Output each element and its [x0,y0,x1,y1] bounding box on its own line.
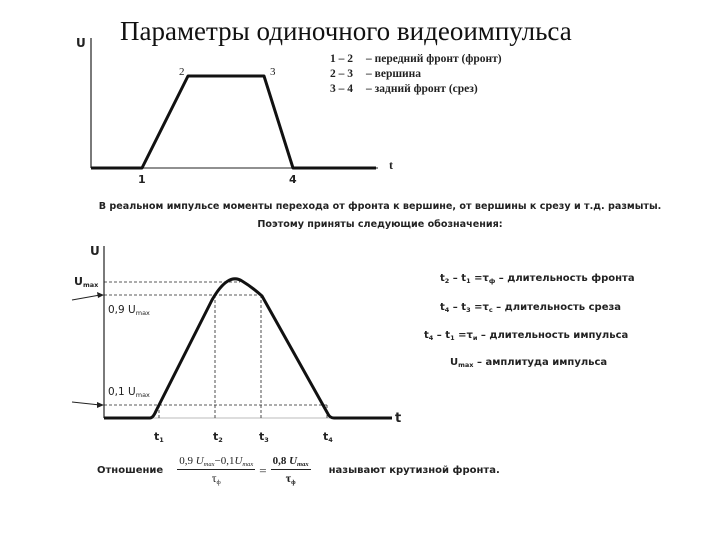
fraction-2: $\frac{0,8 U_{max}}{\tau_ф}$ [272,455,309,486]
t1-label: $t_1$ [154,430,164,444]
t2-label: $t_2$ [213,430,223,444]
legend-key: 3 – 4 [330,83,353,95]
top-legend [330,52,502,97]
bottom-x-axis-label: t [395,411,402,426]
point-4-label: 4 [289,173,297,186]
umax-label: $U_{max}$ [74,275,99,289]
fraction-1: $\frac{0,9 U_{max}-0,1U_{max}}{\tau_ф}$ [179,455,254,486]
definition-pulse-duration: $t_4 - t_1 =\tau_и$ – длительность импульса [424,330,629,342]
top-y-axis-label: U [76,36,86,50]
definition-fall-duration: $t_4 - t_3 =\tau_с$ – длительность среза [440,302,622,314]
point-2-label: 2 [179,66,185,78]
t4-label: $t_4$ [323,430,333,444]
point-1-label: 1 [138,173,146,186]
formula-suffix: называют крутизной фронта. [328,465,500,476]
steepness-formula [97,455,500,486]
formula-prefix: Отношение [97,465,164,476]
legend-row [330,82,502,97]
page-title: Параметры одиночного видеоимпульса [120,16,572,46]
legend-key: 2 – 3 [330,68,353,80]
u09-arrow-icon [72,295,100,300]
definition-amplitude: $U_{max}$ – амплитуда импульса [450,357,608,369]
bottom-y-axis-label: U [90,244,100,258]
caption-line-2: Поэтому приняты следующие обозначения: [257,219,503,230]
u01-label: 0,1 $U_{max}$ [108,386,150,399]
caption-line-1: В реальном импульсе моменты перехода от фронта к вершине, от вершины к срезу и т.д. размыты. [98,201,662,212]
legend-row [330,52,502,67]
definition-front-duration: $t_2 - t_1 =\tau_ф$ – длительность фронта [440,273,635,285]
equals-sign: = [259,462,267,478]
legend-text: – вершина [366,68,422,80]
u01-arrow-icon [72,402,100,405]
legend-text: – передний фронт (фронт) [366,53,502,65]
legend-text: – задний фронт (срез) [366,83,478,95]
legend-row [330,67,502,82]
t3-label: $t_3$ [259,430,269,444]
u09-label: 0,9 $U_{max}$ [108,304,150,317]
point-3-label: 3 [270,66,276,78]
legend-key: 1 – 2 [330,53,353,65]
top-x-axis-label: t [389,158,393,172]
